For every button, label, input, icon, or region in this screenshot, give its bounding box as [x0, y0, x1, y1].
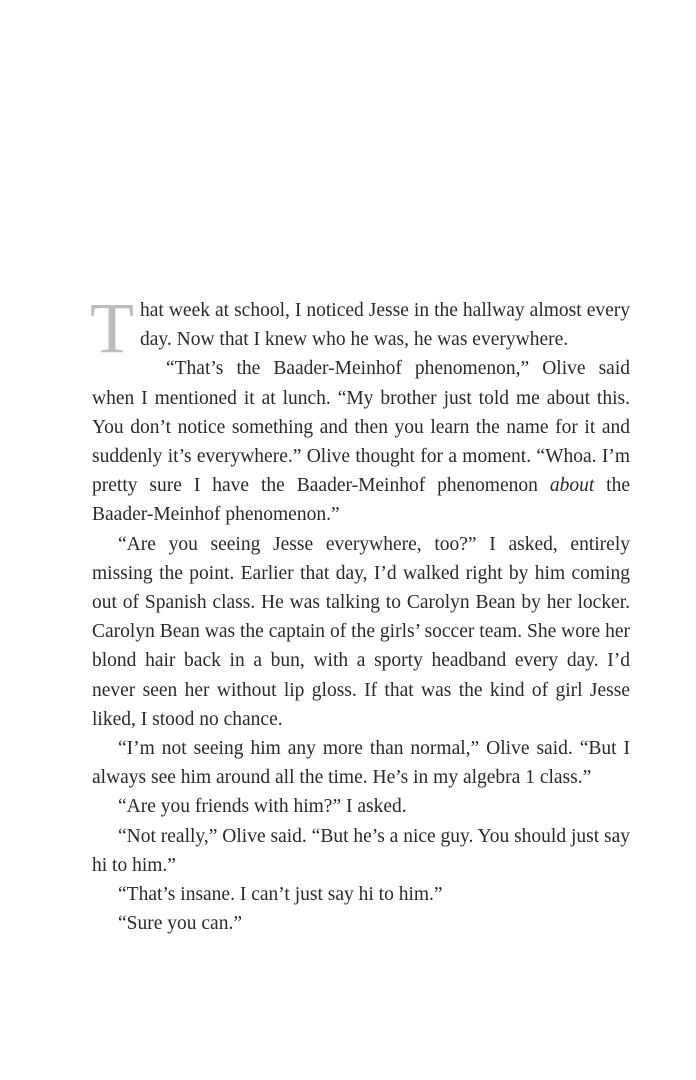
paragraph-6: [92, 822, 630, 880]
paragraph-1: [90, 288, 630, 368]
paragraph-5-text: “Are you friends with him?” I asked.: [118, 796, 407, 818]
paragraph-1-text: hat week at school, I noticed Jesse in the hallway almost every day. Now that I knew who he was, he was everywhere.: [139, 300, 630, 351]
body-text: [90, 288, 630, 938]
paragraph-3: [92, 530, 630, 734]
paragraph-3-text: “Are you seeing Jesse everywhere, too?” I asked, entirely missing the point. Earlier that day, I’d walked right by him coming out of Spanish class. He was talking to Carolyn Bean by her locker. Carolyn Bean was the captain of the girls’ soccer team. She wore her blond hair back in a bun, with a sporty headband every day. I’d never seen her without lip gloss. If that was the kind of girl Jesse liked, I stood no chance.: [92, 533, 630, 730]
paragraph-4-text: “I’m not seeing him any more than normal,” Olive said. “But I always see him around all the time. He’s in my algebra 1 class.”: [92, 738, 630, 789]
paragraph-2: [92, 354, 630, 529]
paragraph-8-text: “Sure you can.”: [118, 913, 242, 935]
paragraph-2-text: “That’s the Baader-Meinhof phenomenon,” Olive said when I mentioned it at lunch. “My brother just told me about this. You don’t notice something and then you learn the name for it and suddenly it’s everywhere.” Olive thought for a moment. “Whoa. I’m pretty sure I have the Baader-Meinhof phenomenon: [92, 358, 630, 497]
paragraph-2-emphasis: about: [549, 475, 595, 497]
paragraph-5: [92, 792, 630, 821]
paragraph-2-after: the Baader-Meinhof phenomenon.”: [92, 475, 630, 526]
paragraph-7: [92, 880, 630, 909]
drop-cap: T: [90, 288, 134, 368]
paragraph-6-text: “Not really,” Olive said. “But he’s a nice guy. You should just say hi to him.”: [92, 825, 630, 876]
paragraph-4: [92, 734, 630, 792]
paragraph-7-text: “That’s insane. I can’t just say hi to him.”: [118, 884, 443, 906]
paragraph-8: [92, 909, 630, 938]
